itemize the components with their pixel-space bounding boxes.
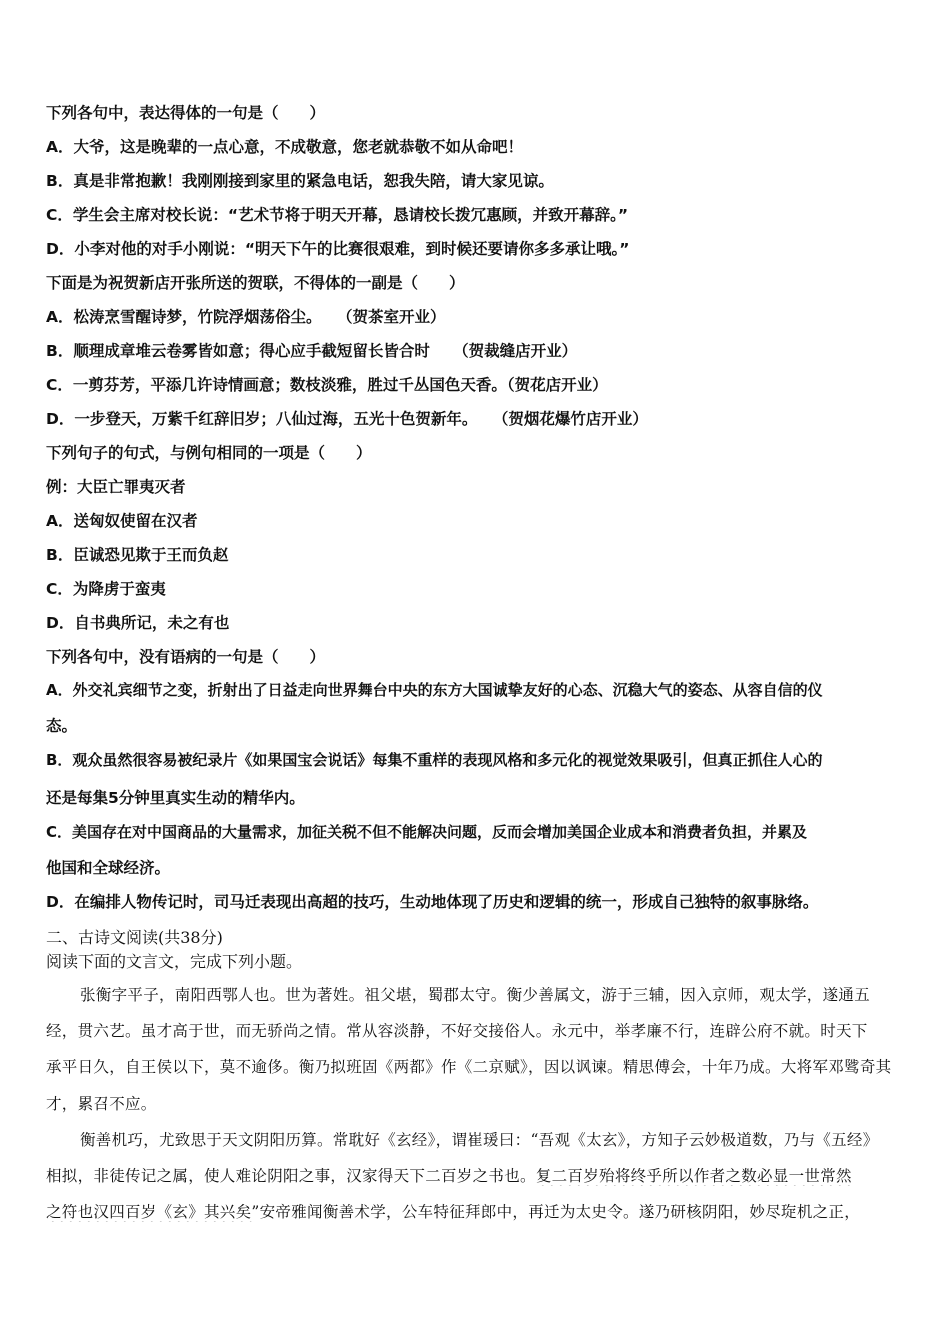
- passage-p2-line1: 衡善机巧，尤致思于天文阴阳历算。常耽好《玄经》，谓崔瑗曰：“吾观《太玄》，方知子云妙极道数，乃与《五经》: [80, 1131, 879, 1149]
- passage-p2-line2-text: 相拟，非徒传记之属，使人难论阴阳之事，汉家得天下二百岁之书也。: [46, 1167, 536, 1185]
- q2-option-c: C．一剪芬芳，平添几许诗情画意；数枝淡雅，胜过千丛国色天香。（贺花店开业）: [46, 376, 608, 394]
- q4-option-b-line1: B．观众虽然很容易被纪录片《如果国宝会说话》每集不重样的表现风格和多元化的视觉效果吸引，但真正抓住人心的: [46, 751, 823, 769]
- passage-p2-line3-text: ”安帝雅闻衡善术学，公车特征拜郎中，再迁为太史令。遂乃研核阴阳，妙尽琁机之正，: [251, 1203, 861, 1221]
- q1-option-a: A．大爷，这是晚辈的一点心意，不成敬意，您老就恭敬不如从命吧！: [46, 138, 523, 156]
- passage-p1-line1: 张衡字平子，南阳西鄂人也。世为著姓。祖父堪，蜀郡太守。衡少善属文，游于三辅，因入京师，观太学，遂通五: [80, 986, 871, 1004]
- q3-option-a: A．送匈奴使留在汉者: [46, 512, 198, 530]
- q3-stem: 下列句子的句式，与例句相同的一项是（ ）: [46, 444, 372, 462]
- q4-option-d: D．在编排人物传记时，司马迁表现出高超的技巧，生动地体现了历史和逻辑的统一，形成自己独特的叙事脉络。: [46, 893, 819, 911]
- q1-option-b: B．真是非常抱歉！我刚刚接到家里的紧急电话，恕我失陪，请大家见谅。: [46, 172, 554, 190]
- q1-stem: 下列各句中，表达得体的一句是（ ）: [46, 104, 326, 122]
- q4-option-a-line1: A．外交礼宾细节之变，折射出了日益走向世界舞台中央的东方大国诚挚友好的心态、沉稳大气的姿态、从容自信的仪: [46, 681, 823, 699]
- q4-stem: 下列各句中，没有语病的一句是（ ）: [46, 648, 326, 666]
- section-heading: 二、古诗文阅读(共38分): [46, 928, 223, 947]
- q2-option-d: D．一步登天，万紫千红辞旧岁；八仙过海，五光十色贺新年。 （贺烟花爆竹店开业）: [46, 410, 648, 428]
- passage-p1-line3: 承平日久，自王侯以下，莫不逾侈。衡乃拟班固《两都》作《二京赋》，因以讽谏。精思傅会，十年乃成。大将军邓骘奇其: [46, 1058, 892, 1076]
- wavy-underlined-sentence-part1: 复二百岁殆将终乎所以作者之数必显一世常然: [535, 1167, 852, 1185]
- q4-option-b-line2: 还是每集5分钟里真实生动的精华内。: [46, 789, 305, 807]
- passage-p1-line2: 经，贯六艺。虽才高于世，而无骄尚之情。常从容淡静，不好交接俗人。永元中，举孝廉不行，连辟公府不就。时天下: [46, 1022, 868, 1040]
- q1-option-c: C．学生会主席对校长说：“艺术节将于明天开幕，恳请校长拨冗惠顾，并致开幕辞。”: [46, 206, 629, 224]
- passage-p1-line4: 才，累召不应。: [46, 1095, 157, 1113]
- q3-option-d: D．自书典所记，未之有也: [46, 614, 230, 632]
- q3-example: 例：大臣亡罪夷灭者: [46, 478, 186, 496]
- passage-p2-line3: [46, 1200, 908, 1222]
- q1-option-d: D．小李对他的对手小刚说：“明天下午的比赛很艰难，到时候还要请你多多承让哦。”: [46, 240, 630, 258]
- q4-option-a-line2: 态。: [46, 717, 78, 735]
- q4-option-c-line1: C．美国存在对中国商品的大量需求，加征关税不但不能解决问题，反而会增加美国企业成本和消费者负担，并累及: [46, 823, 808, 841]
- q3-option-c: C．为降虏于蛮夷: [46, 580, 166, 598]
- q3-option-b: B．臣诚恐见欺于王而负赵: [46, 546, 229, 564]
- q4-option-c-line2: 他国和全球经济。: [46, 859, 171, 877]
- q2-option-a: A．松涛烹雪醒诗梦，竹院浮烟荡俗尘。 （贺茶室开业）: [46, 308, 446, 326]
- passage-p2-line2: [46, 1164, 908, 1186]
- q2-option-b: B．顺理成章堆云卷雾皆如意；得心应手截短留长皆合时 （贺裁缝店开业）: [46, 342, 578, 360]
- wavy-underlined-sentence-part2: 之符也汉四百岁《玄》其兴矣: [46, 1203, 252, 1221]
- q2-stem: 下面是为祝贺新店开张所送的贺联，不得体的一副是（ ）: [46, 274, 465, 292]
- reading-instruction: 阅读下面的文言文，完成下列小题。: [46, 952, 303, 971]
